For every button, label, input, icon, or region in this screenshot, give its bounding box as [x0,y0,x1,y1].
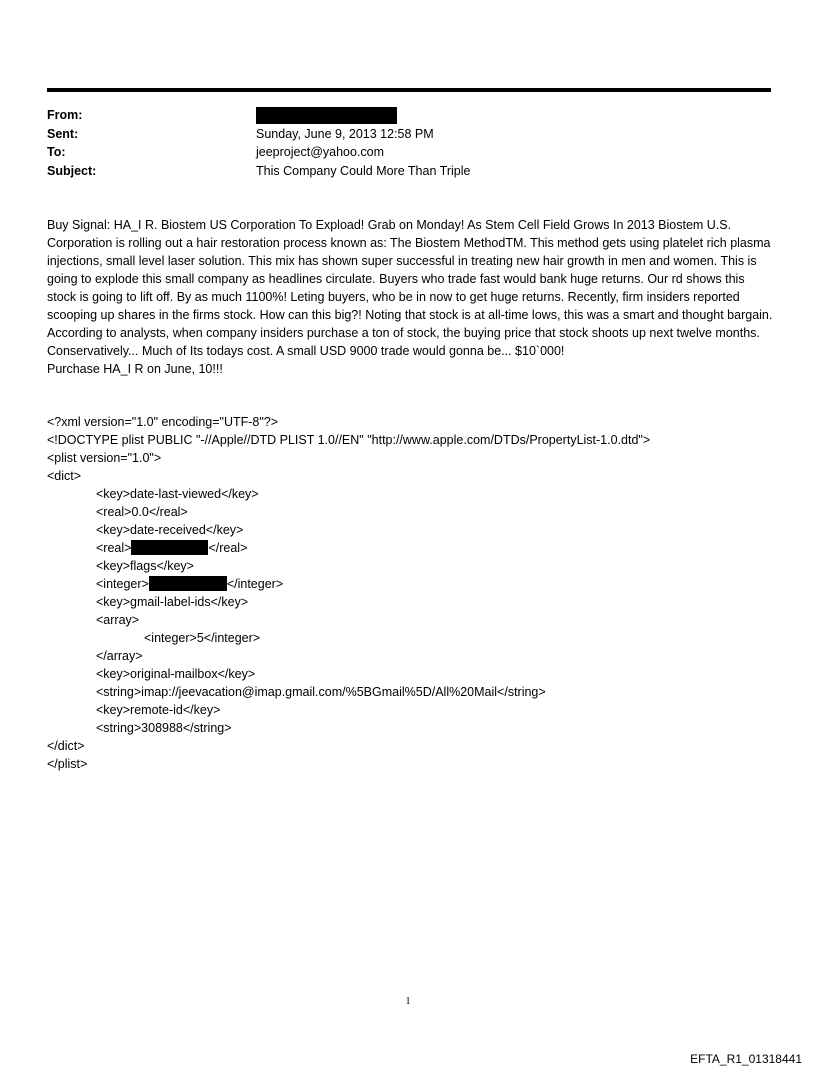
redaction-block [131,540,208,555]
key-remote-id: <key>remote-id</key> [96,703,221,717]
document-id: EFTA_R1_01318441 [690,1052,802,1066]
header-rule [47,88,771,92]
from-value-redacted [256,106,397,124]
redaction-block [256,107,397,124]
dict-close: </dict> [47,739,85,753]
key-date-last-viewed: <key>date-last-viewed</key> [96,487,259,501]
array-item: <integer>5</integer> [144,631,261,645]
page-number: 1 [405,996,411,1007]
dict-open: <dict> [47,469,82,483]
array-open: <array> [96,613,140,627]
real-close-tag: </real> [208,541,248,555]
body-paragraph: Buy Signal: HA_I R. Biostem US Corporation To Expload! Grab on Monday! As Stem Cell Field Grows In 2013 Biostem U.S. Corporation is rolling out a hair restoration process known as: The Biostem MethodTM. This method gets using platelet rich plasma injections, small level laser solution. This mix has shown super successful in treating new hair growth in men and women. This is going to explode this small company as headlines circulate. Buyers who trade fast would bank huge returns. Our rd shows this stock is going to lift off. By as much 1100%! Leting buyers, who be in now to get huge returns. Recently, firm insiders reported scooping up shares in the firms stock. How can this big?! Noting that stock is at all-time lows, this was a smart and thought bargain. According to analysts, when company insiders purchase a ton of stock, the buying price that stock shoots up next twelve months. Conservatively... Much of Its todays cost. A small USD 9000 trade would gonna be... $10`000! [47,218,773,358]
plist-close: </plist> [47,757,88,771]
value-original-mailbox: <string>imap://jeevacation@imap.gmail.com/%5BGmail%5D/All%20Mail</string> [96,685,546,699]
to-label: To: [47,145,66,159]
xml-declaration: <?xml version="1.0" encoding="UTF-8"?> [47,415,279,429]
subject-value: This Company Could More Than Triple [256,164,471,178]
subject-label: Subject: [47,164,97,178]
from-label: From: [47,108,83,122]
redaction-block [149,576,227,591]
plist-open: <plist version="1.0"> [47,451,162,465]
email-body [47,216,773,378]
key-flags: <key>flags</key> [96,559,194,573]
sent-value: Sunday, June 9, 2013 12:58 PM [256,127,434,141]
key-gmail-label-ids: <key>gmail-label-ids</key> [96,595,249,609]
key-original-mailbox: <key>original-mailbox</key> [96,667,256,681]
value-remote-id: <string>308988</string> [96,721,232,735]
value-date-received [47,539,650,557]
key-date-received: <key>date-received</key> [96,523,244,537]
sent-label: Sent: [47,127,79,141]
value-date-last-viewed: <real>0.0</real> [96,505,188,519]
to-value: jeeproject@yahoo.com [256,145,385,159]
integer-close-tag: </integer> [226,577,284,591]
plist-block [47,413,650,773]
value-flags [47,575,650,593]
integer-open-tag: <integer> [96,577,149,591]
real-open-tag: <real> [96,541,132,555]
array-close: </array> [96,649,143,663]
xml-doctype: <!DOCTYPE plist PUBLIC "-//Apple//DTD PLIST 1.0//EN" "http://www.apple.com/DTDs/PropertyList-1.0.dtd"> [47,433,651,447]
body-closing: Purchase HA_I R on June, 10!!! [47,362,223,376]
